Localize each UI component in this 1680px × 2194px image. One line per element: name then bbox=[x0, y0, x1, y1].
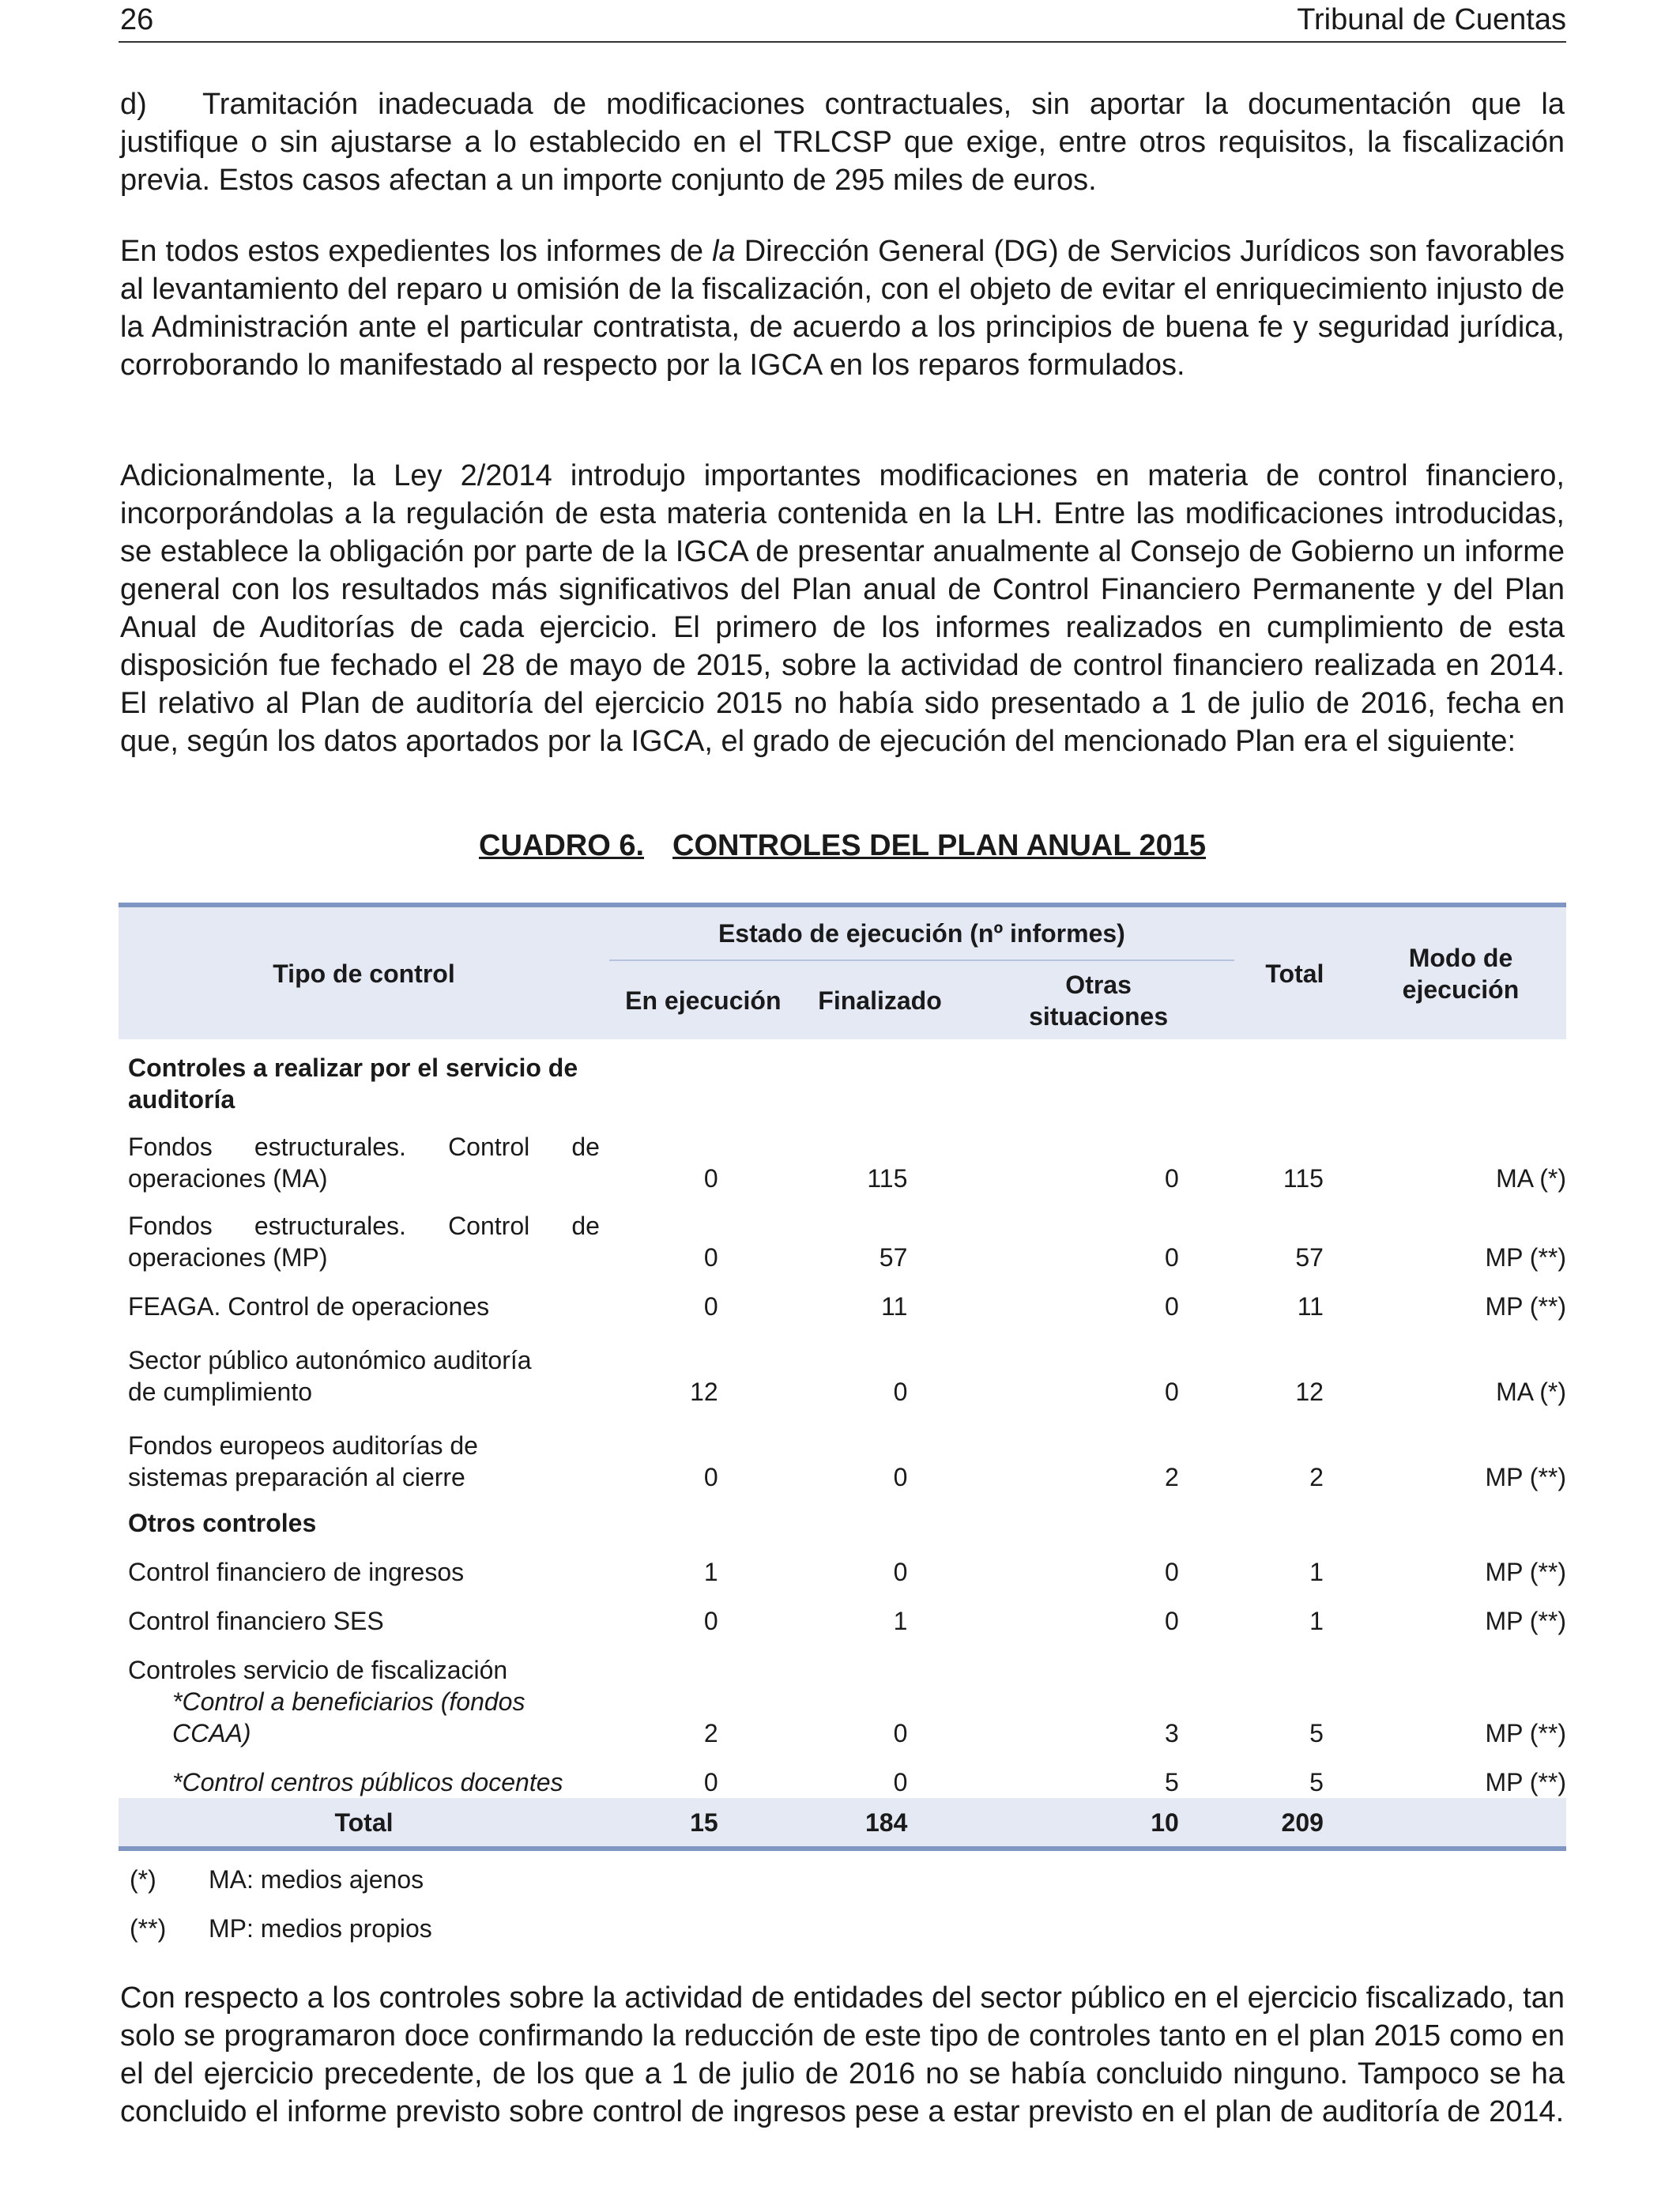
cell-en-ejecucion: 1 bbox=[703, 1558, 718, 1586]
paragraph-ley: Adicionalmente, la Ley 2/2014 introdujo importantes modificaciones en materia de control financiero, incorporándolas a la regulación de esta materia contenida en la LH. Entre las modificaciones introducidas, se establece la obligación por parte de la IGCA de presentar anualmente al Consejo de Gobierno un informe general con los resultados más significativos del Plan anual de Control Financiero Permanente y del Plan Anual de Auditorías de cada ejercicio. El primero de los informes realizados en cumplimiento de esta disposición fue fechado el 28 de mayo de 2015, sobre la actividad de control financiero realizada en 2014. El relativo al Plan de auditoría del ejercicio 2015 no había sido presentado a 1 de julio de 2016, fecha en que, según los datos aportados por la IGCA, el grado de ejecución del mencionado Plan era el siguiente: bbox=[120, 459, 1565, 758]
footnote bbox=[130, 1864, 424, 1895]
cell-total: 5 bbox=[1309, 1768, 1324, 1796]
cell-en-ejecucion: 2 bbox=[703, 1719, 718, 1747]
cell-total: 11 bbox=[1297, 1292, 1324, 1321]
row-label: FEAGA. Control de operaciones bbox=[128, 1292, 490, 1321]
paragraph-conclusion: Con respecto a los controles sobre la actividad de entidades del sector público en el ejercicio fiscalizado, tan solo se programaron doce confirmando la reducción de este tipo de controles tanto en el plan 2015 como en el del ejercicio precedente, de los que a 1 de julio de 2016 no se había concluido ninguno. Tampoco se ha concluido el informe previsto sobre control de ingresos pese a estar previsto en el plan de auditoría de 2014. bbox=[120, 1981, 1565, 2128]
table-caption bbox=[119, 827, 1566, 865]
cell-otras: 5 bbox=[1165, 1768, 1179, 1796]
caption-number: CUADRO 6. bbox=[479, 829, 645, 862]
footnote bbox=[130, 1913, 432, 1944]
footnote-key: (*) bbox=[130, 1865, 156, 1894]
total-en-ejecucion: 15 bbox=[609, 1798, 797, 1849]
row-label: Fondos europeos auditorías de sistemas preparación al cierre bbox=[128, 1431, 478, 1491]
controls-table bbox=[119, 903, 1566, 1851]
cell-total: 2 bbox=[1309, 1463, 1324, 1491]
cell-modo: MP (**) bbox=[1485, 1558, 1566, 1586]
paragraph-dg-italic: la bbox=[712, 235, 736, 268]
cell-en-ejecucion: 0 bbox=[703, 1607, 718, 1635]
page-header bbox=[119, 0, 1566, 43]
cell-otras: 0 bbox=[1165, 1164, 1179, 1193]
header-otras: Otras situaciones bbox=[962, 960, 1234, 1039]
cell-otras: 0 bbox=[1165, 1292, 1179, 1321]
cell-total: 1 bbox=[1309, 1607, 1324, 1635]
cell-otras: 0 bbox=[1165, 1607, 1179, 1635]
cell-modo: MP (**) bbox=[1485, 1607, 1566, 1635]
header-modo: Modo de ejecución bbox=[1355, 905, 1566, 1039]
paragraph-d-label: d) bbox=[120, 88, 147, 121]
table-row bbox=[119, 1686, 1566, 1749]
cell-finalizado: 11 bbox=[881, 1292, 908, 1321]
paragraph-dg bbox=[120, 232, 1565, 384]
cell-total: 1 bbox=[1309, 1558, 1324, 1586]
row-label: Sector público autonómico auditoría de cumplimiento bbox=[128, 1346, 532, 1406]
table-row bbox=[119, 1115, 1566, 1194]
cell-en-ejecucion: 0 bbox=[703, 1292, 718, 1321]
row-label: Controles servicio de fiscalización bbox=[128, 1656, 508, 1684]
cell-finalizado: 0 bbox=[893, 1558, 908, 1586]
cell-otras: 0 bbox=[1165, 1558, 1179, 1586]
cell-modo: MP (**) bbox=[1485, 1719, 1566, 1747]
row-label: Control financiero SES bbox=[128, 1607, 384, 1635]
total-total: 209 bbox=[1234, 1798, 1355, 1849]
cell-otras: 3 bbox=[1165, 1719, 1179, 1747]
cell-modo: MP (**) bbox=[1485, 1768, 1566, 1796]
paragraph-d-text: Tramitación inadecuada de modificaciones contractuales, sin aportar la documentación que la justifique o sin ajustarse a lo establecido en el TRLCSP que exige, entre otros requisitos, la fiscalización previa. Estos casos afectan a un importe conjunto de 295 miles de euros. bbox=[120, 88, 1565, 197]
paragraph-d bbox=[120, 85, 1565, 199]
cell-finalizado: 0 bbox=[893, 1768, 908, 1796]
cell-en-ejecucion: 0 bbox=[703, 1463, 718, 1491]
total-row bbox=[119, 1798, 1566, 1849]
total-label: Total bbox=[119, 1798, 609, 1849]
table-row bbox=[119, 1408, 1566, 1493]
table-row bbox=[119, 1273, 1566, 1322]
row-label: *Control centros públicos docentes bbox=[172, 1768, 563, 1796]
footnote-text: MA: medios ajenos bbox=[209, 1865, 424, 1894]
total-finalizado: 184 bbox=[797, 1798, 963, 1849]
total-otras: 10 bbox=[962, 1798, 1234, 1849]
header-finalizado: Finalizado bbox=[797, 960, 963, 1039]
row-label: Fondos estructurales. Control de operaciones (MP) bbox=[128, 1212, 600, 1272]
cell-otras: 0 bbox=[1165, 1243, 1179, 1272]
section-otros: Otros controles bbox=[128, 1509, 317, 1537]
cell-otras: 0 bbox=[1165, 1378, 1179, 1406]
header-total: Total bbox=[1234, 905, 1355, 1039]
row-label: *Control a beneficiarios (fondos CCAA) bbox=[172, 1687, 525, 1747]
cell-modo: MP (**) bbox=[1485, 1292, 1566, 1321]
section-auditoria: Controles a realizar por el servicio de auditoría bbox=[128, 1054, 578, 1114]
row-label: Fondos estructurales. Control de operaciones (MA) bbox=[128, 1133, 600, 1193]
cell-otras: 2 bbox=[1165, 1463, 1179, 1491]
cell-modo: MA (*) bbox=[1496, 1378, 1566, 1406]
cell-en-ejecucion: 12 bbox=[690, 1378, 718, 1406]
cell-finalizado: 0 bbox=[893, 1463, 908, 1491]
total-modo bbox=[1355, 1798, 1566, 1849]
page-number: 26 bbox=[120, 3, 154, 36]
cell-total: 115 bbox=[1283, 1164, 1324, 1193]
cell-finalizado: 115 bbox=[867, 1164, 908, 1193]
paragraph-dg-text-b: Dirección General (DG) de Servicios Jurídicos son favorables al levantamiento del reparo u omisión de la fiscalización, con el objeto de evitar el enriquecimiento injusto de la Administración ante el particular contratista, de acuerdo a los principios de buena fe y seguridad jurídica, corroborando lo manifestado al respecto por la IGCA en los reparos formulados. bbox=[120, 235, 1565, 382]
row-label: Control financiero de ingresos bbox=[128, 1558, 465, 1586]
table-row bbox=[119, 1194, 1566, 1273]
table-row bbox=[119, 1749, 1566, 1798]
header-en-ejecucion: En ejecución bbox=[609, 960, 797, 1039]
cell-en-ejecucion: 0 bbox=[703, 1243, 718, 1272]
cell-finalizado: 0 bbox=[893, 1378, 908, 1406]
cell-modo: MP (**) bbox=[1485, 1243, 1566, 1272]
table-row bbox=[119, 1588, 1566, 1637]
caption-title: CONTROLES DEL PLAN ANUAL 2015 bbox=[672, 829, 1206, 862]
cell-en-ejecucion: 0 bbox=[703, 1164, 718, 1193]
cell-modo: MP (**) bbox=[1485, 1463, 1566, 1491]
header-tipo: Tipo de control bbox=[119, 905, 609, 1039]
header-estado: Estado de ejecución (nº informes) bbox=[609, 905, 1234, 960]
table-row bbox=[119, 1539, 1566, 1588]
cell-total: 12 bbox=[1295, 1378, 1324, 1406]
footnote-text: MP: medios propios bbox=[209, 1914, 432, 1943]
cell-finalizado: 1 bbox=[893, 1607, 908, 1635]
cell-finalizado: 57 bbox=[879, 1243, 908, 1272]
cell-finalizado: 0 bbox=[893, 1719, 908, 1747]
table-row bbox=[119, 1322, 1566, 1408]
cell-total: 5 bbox=[1309, 1719, 1324, 1747]
footnote-key: (**) bbox=[130, 1914, 167, 1943]
cell-modo: MA (*) bbox=[1496, 1164, 1566, 1193]
header-organization: Tribunal de Cuentas bbox=[1297, 3, 1566, 36]
cell-en-ejecucion: 0 bbox=[703, 1768, 718, 1796]
cell-total: 57 bbox=[1295, 1243, 1324, 1272]
paragraph-dg-text-a: En todos estos expedientes los informes de bbox=[120, 235, 713, 268]
table-row bbox=[119, 1637, 1566, 1686]
